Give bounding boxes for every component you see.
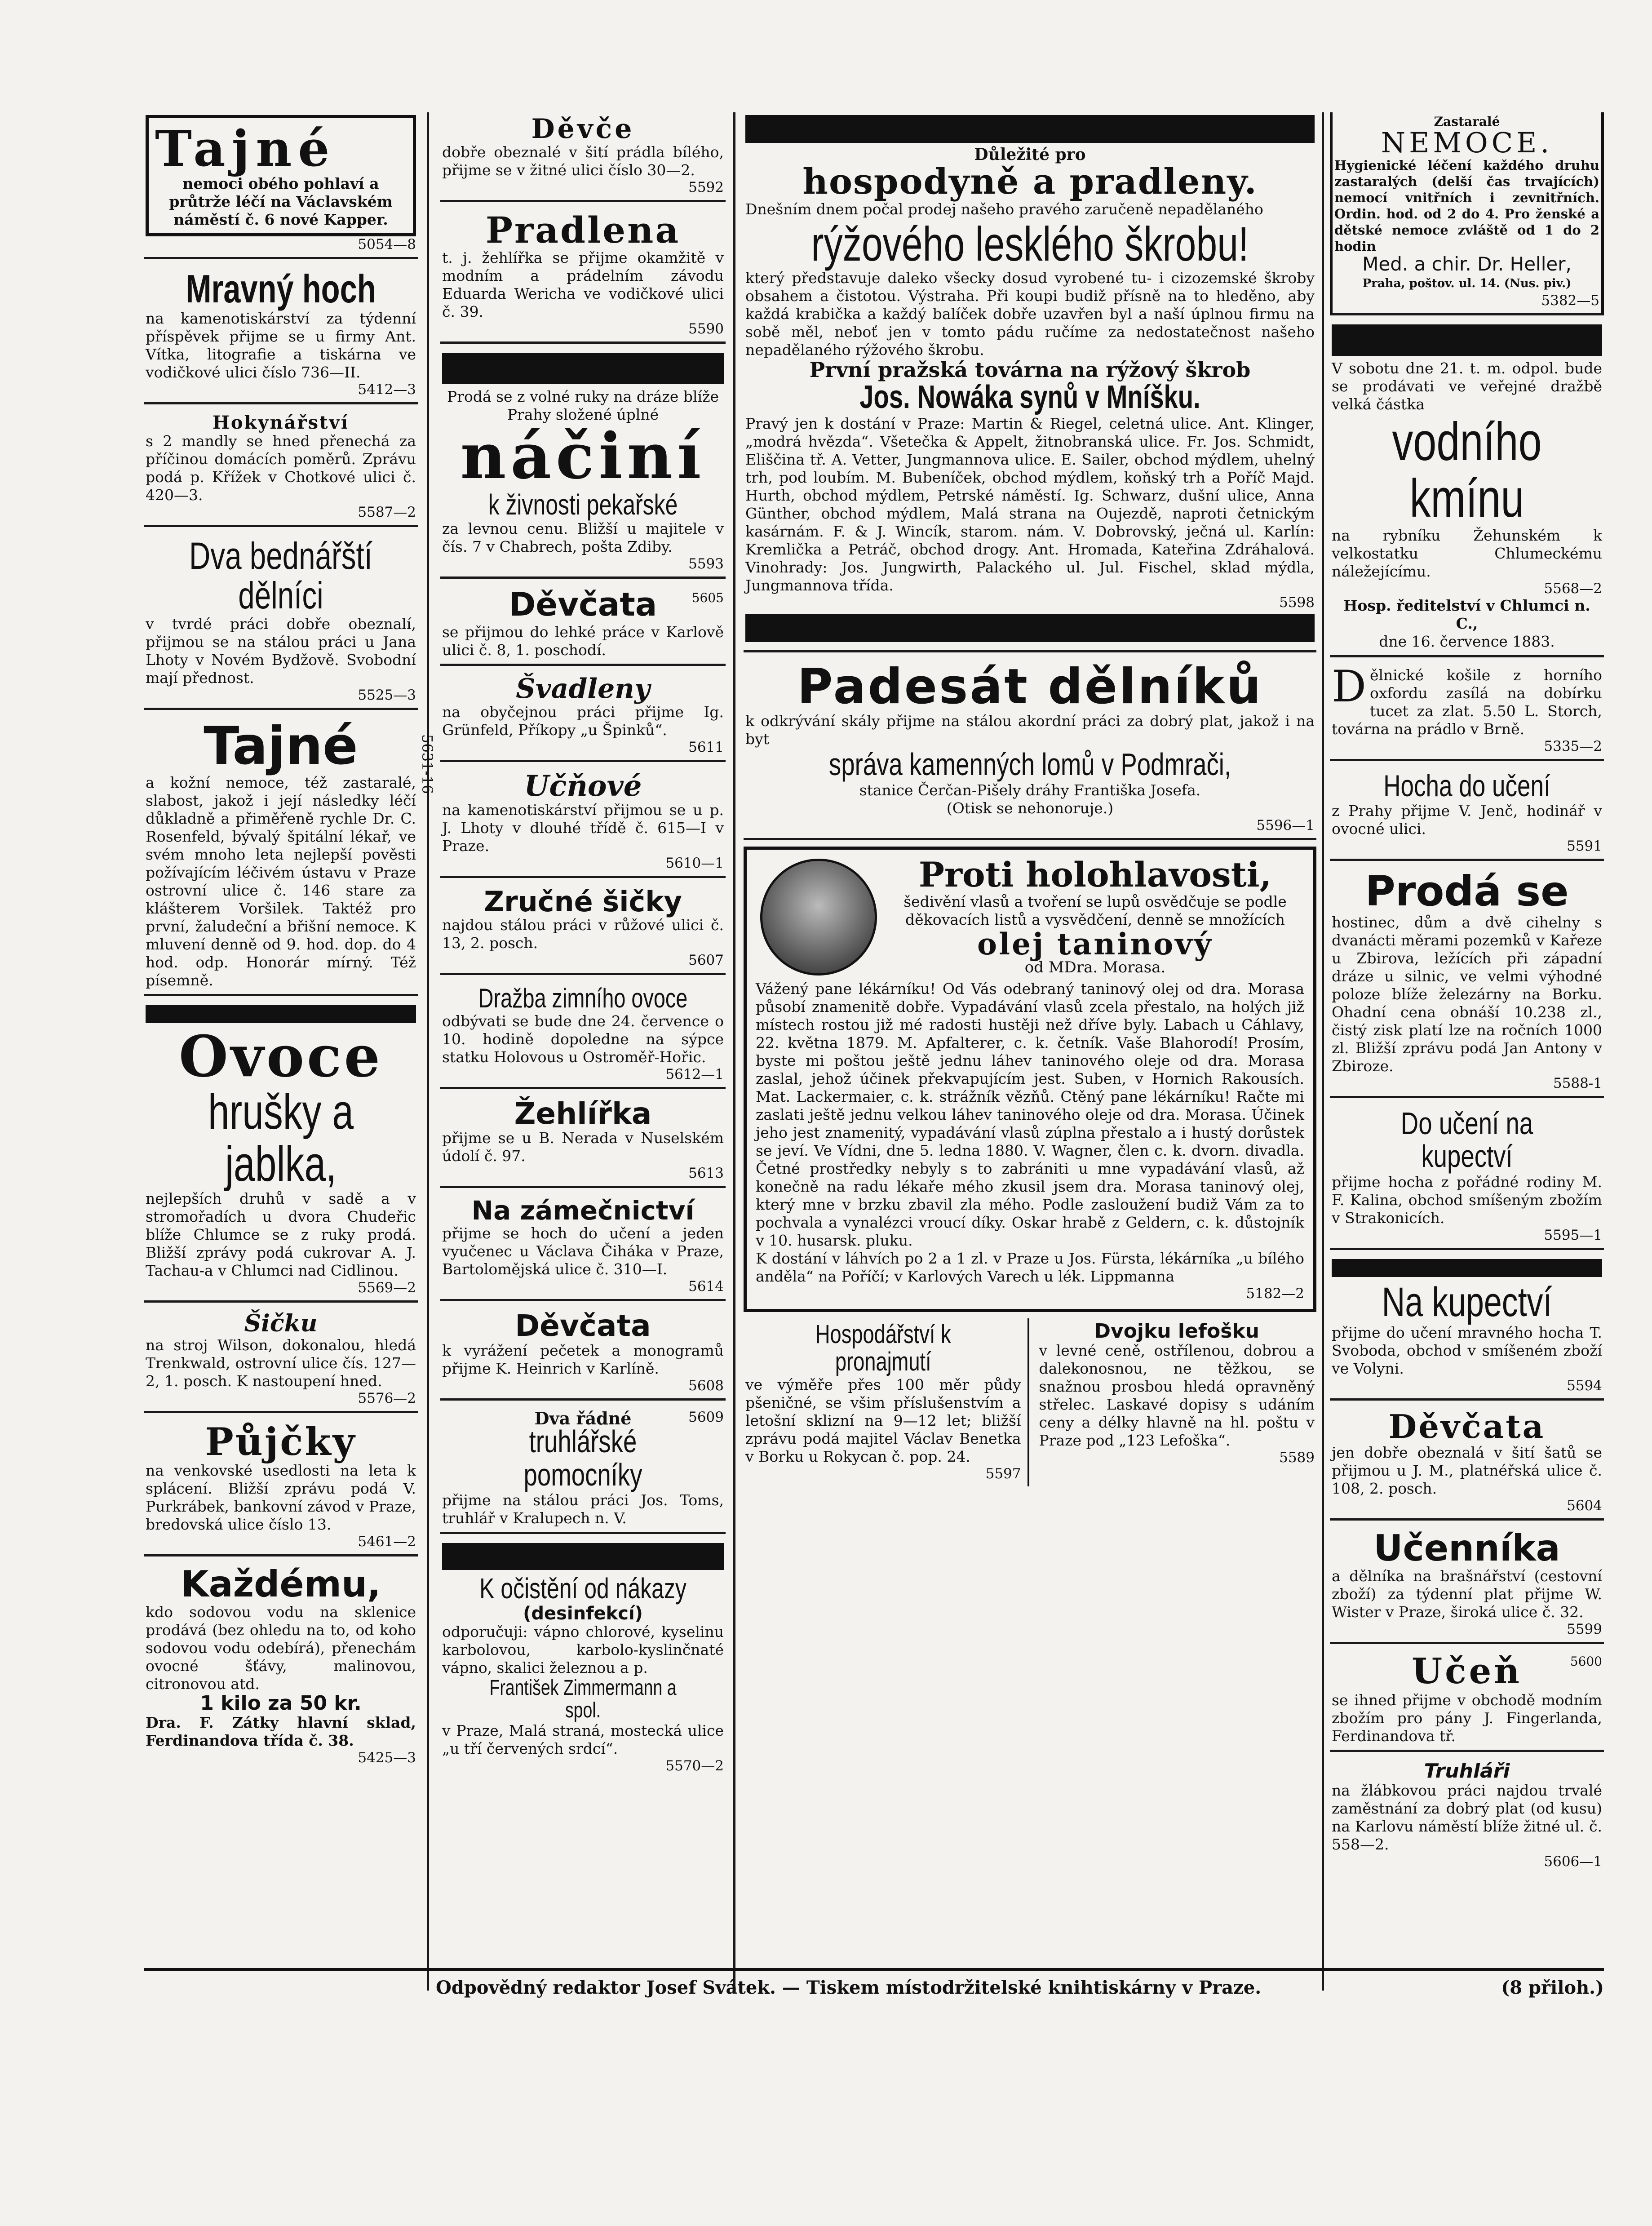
ad-mravny-hoch <box>144 266 418 404</box>
ad-title: truhlářské pomocníky <box>523 1424 642 1492</box>
ad-body: jen dobře obeznalá v šití šatů se přijmou u J. M., platnéřská ulice č. 108, 2. posch. <box>1332 1443 1602 1497</box>
ad-number: 5569—2 <box>358 1280 416 1296</box>
ad-body: s 2 mandly se hned přenechá za příčinou domácích poměrů. Zprávu podá p. Křížek v Chotkové ulici č. 420—3. <box>146 432 416 504</box>
ad-number: 5589 <box>1279 1450 1315 1466</box>
ad-number: 5606—1 <box>1544 1853 1602 1870</box>
ad-dvojku-lefosku <box>1037 1318 1317 1486</box>
ad-na-kupectvi <box>1330 1256 1604 1401</box>
ad-body-2: Pravý jen k dostání v Praze: Martin & Riegel, celetná ulice. Ant. Klinger, „modrá hvězda“. Všetečka & Appelt, žitnobranská ulice. Fr. Jos. Schmidt, Eliščina tř. A. Vetter, Jungmannova ulice. E. Sailer, obchod mýdlem, uhelný trh, pod loubím. M. Bubeníček, obchod mýdlem, koňský trh a Poříč Majd. Hurth, obchod mýdlem, Petrské náměstí. Ig. Schwarz, dušní ulice, Anna Günther, obchod mýdlem, Malá strana na Oujezdě, naproti četnickým kasárnám. F. & J. Wincík, starom. nám. V. Dobrovský, ječná ul. Karlín: Kremlička a Petráč, obchod drogy. Ant. Hromada, Kateřina Zdráhalová. Vinohrady: Jos. Jungwirth, Palackého ul. Jul. Fischel, sklad mýdla, Jungmannova třída. <box>745 414 1315 594</box>
ad-number: 5461—2 <box>358 1534 416 1550</box>
decorative-bar <box>442 1543 724 1570</box>
ad-body: dobře obeznalé v šití prádla bílého, přijme se v žitné ulici číslo 30—2. <box>442 143 724 179</box>
ad-body: na kamenotiskárství za týdenní příspěvek přijme se u firmy Ant. Vítka, litografie a tiskárna ve vodičkové ulici číslo 736—II. <box>146 309 416 381</box>
ad-title: Hokynářství <box>213 412 349 433</box>
column-2 <box>440 112 726 2168</box>
ad-number: 5597 <box>985 1465 1021 1482</box>
ad-body: na kamenotiskárství přijmou se u p. J. Lhoty v dlouhé třídě č. 615—I v Praze. <box>442 801 724 855</box>
ad-title: Tajné <box>155 120 336 177</box>
ad-title: hospodyně a pradleny. <box>802 161 1258 202</box>
drop-cap: D <box>1332 661 1366 712</box>
ad-title: Každému, <box>181 1563 381 1605</box>
ad-title: Pradlena <box>485 209 681 251</box>
ad-svadleny <box>440 672 726 762</box>
ad-uceni-kupectvi <box>1330 1104 1604 1250</box>
ad-hospodyne <box>744 112 1316 652</box>
ad-number: 5598 <box>1279 594 1315 611</box>
ad-proda-se <box>1330 867 1604 1098</box>
ad-title: Dva bednářští dělníci <box>189 534 372 617</box>
ad-title: vodního kmínu <box>1392 411 1542 528</box>
column-4 <box>1330 112 1604 2168</box>
ad-zamecnictvi <box>440 1194 726 1301</box>
ad-product: olej taninový <box>977 926 1213 962</box>
ad-delnicke-kosile <box>1330 661 1604 761</box>
ad-ovoce <box>144 1002 418 1303</box>
ad-body: se ihned přijme v obchodě modním zbožím pro pány J. Fingerlanda, Ferdinandova tř. <box>1332 1691 1602 1745</box>
ad-devcata-karlova <box>440 585 726 666</box>
ad-body: odporučuji: vápno chlorové, kyselinu karbolovou, karbolo-kyslinčnaté vápno, skalici železnou a p. <box>442 1623 724 1676</box>
ad-body: se přijmou do lehké práce v Karlově ulici č. 8, 1. poschodí. <box>442 623 724 659</box>
ad-body: přijme se u B. Nerada v Nuselském údolí č. 97. <box>442 1129 724 1165</box>
ad-number: 5425—3 <box>358 1750 416 1766</box>
ad-body: přijme hocha z pořádné rodiny M. F. Kalina, obchod smíšeným zbožím v Strakonicích. <box>1332 1173 1602 1227</box>
ad-body: ělnické košile z horního oxfordu zasílá na dobírku tucet za zlat. 5.50 L. Storch, továrna na prádlo v Brně. <box>1332 666 1602 738</box>
ad-number: 5604 <box>1567 1497 1602 1514</box>
ad-signature: Hosp. ředitelství v Chlumci n. C., <box>1343 596 1590 632</box>
ad-title: Dražba zimního ovoce <box>478 983 688 1014</box>
ad-number: 5605 <box>691 590 724 605</box>
ad-nacini <box>440 350 726 579</box>
ad-intro: V sobotu dne 21. t. m. odpol. bude se prodávati ve veřejné dražbě velká částka <box>1332 359 1602 413</box>
ad-title: Padesát dělníků <box>797 658 1263 715</box>
ad-number: 5599 <box>1567 1621 1602 1637</box>
ad-devce <box>440 112 726 202</box>
ad-body: na žlábkovou práci najdou trvalé zaměstnání za dobrý plat (od kusu) na Karlovu náměstí blíže žitné ul. č. 558—2. <box>1332 1781 1602 1853</box>
ad-title: Proti holohlavosti, <box>918 854 1272 895</box>
ad-body: v levné ceně, ostřílenou, dobrou a dalekonosnou, ne těžkou, se snažnou prosbou hledá opravněný střelec. Laskavé dopisy s udáním ceny a délky hlavně na hl. poštu v Praze pod „123 Lefoška“. <box>1039 1342 1315 1450</box>
ad-title: Učňové <box>524 769 642 803</box>
ad-title: Prodá se <box>1365 867 1569 915</box>
bottom-row <box>744 1318 1316 1493</box>
ad-note: (Otisk se nehonoruje.) <box>946 799 1114 817</box>
ad-ucnove <box>440 768 726 878</box>
ad-hokynarstvi <box>144 411 418 527</box>
column-rule <box>1322 112 1324 1991</box>
column-rule <box>427 112 429 1991</box>
ad-number: 5596—1 <box>1256 817 1315 834</box>
ad-truhlarske-pomocniky <box>440 1407 726 1534</box>
ad-body: a kožní nemoce, též zastaralé, slabost, jakož i její následky léčí důkladně a přiměřeně rychle Dr. C. Rosenfeld, bývalý špitální lékař, ve svém mnoho leta nejlepší pověsti požívajícím léčivém ústavu v Praze ostrovní ulice č. 146 stare za klášterem Voršilek. Taktéž pro první, žaludeční a břišní nemoce. K mluvení denně od 9. hod. dop. do 4 hod. odp. Honorár mírný. Též písemně. <box>146 774 416 989</box>
ad-body-2: v Praze, Malá straná, mostecká ulice „u tří červených srdcí“. <box>442 1722 724 1758</box>
ad-title: Žehlířka <box>514 1096 652 1131</box>
ad-title: náčiní <box>460 420 706 493</box>
ad-title: Zručné šičky <box>484 885 682 918</box>
ad-intro: Dnešním dnem počal prodej našeho pravého zaručeně nepadělaného <box>745 200 1263 218</box>
ad-devcata <box>1330 1407 1604 1521</box>
ad-number: 5591 <box>1567 838 1602 854</box>
ad-body: přijme do učení mravného hocha T. Svoboda, obchod v smíšeném zboží ve Volyni. <box>1332 1324 1602 1378</box>
ad-title: Půjčky <box>205 1419 357 1464</box>
ad-number: 5335—2 <box>1544 738 1602 754</box>
ad-intro: šedivění vlasů a tvoření se lupů osvědčuje se podle děkovacích listů a vysvědčení, denně se množících <box>904 892 1287 928</box>
ad-proti-holohlavosti <box>744 847 1316 1312</box>
ad-firm: František Zimmermann a spol. <box>489 1676 677 1723</box>
decorative-bar <box>745 614 1315 642</box>
ad-title: Truhláři <box>1424 1759 1510 1783</box>
ad-doctor: od MDra. Morasa. <box>1024 958 1166 976</box>
ad-body: přijme se hoch do učení a jeden vyučenec u Václava Čiháka v Praze, Bartolomějská ulice č. 310—I. <box>442 1224 724 1278</box>
ad-intro: Prodá se z volné ruky na dráze blíže Prahy složené úplné <box>447 388 719 423</box>
ad-body: k vyrážení pečetek a monogramů přijme K. Heinrich v Karlíně. <box>442 1341 724 1377</box>
ad-hospodarstvi <box>744 1318 1029 1486</box>
ad-title: Učeň <box>1412 1650 1522 1692</box>
ad-subtitle: (desinfekcí) <box>523 1603 643 1624</box>
ad-number: 5612—1 <box>665 1066 724 1083</box>
ad-body: najdou stálou práci v růžové ulici č. 13, 2. posch. <box>442 916 724 952</box>
ad-number: 5613 <box>688 1165 724 1182</box>
ad-body: přijme na stálou práci Jos. Toms, truhlář v Kralupech n. V. <box>442 1491 724 1527</box>
ad-title: Hospodářství k pronajmutí <box>815 1319 951 1376</box>
ad-zrucne-sicky <box>440 884 726 975</box>
ad-lead: Dva řádné <box>534 1408 632 1428</box>
ad-body: v tvrdé práci dobře obeznalí, přijmou se na stálou práci u Jana Lhoty v Novém Bydžově. Svobodní mají přednost. <box>146 615 416 687</box>
ad-title: Mravný hoch <box>186 266 376 311</box>
ad-title: Tajné <box>204 716 358 777</box>
ad-body: který představuje daleko všecky dosud vyrobené tu- i cizozemské škroby obsahem a čistotou. Výstraha. Při koupi budiž přísně na to hleděno, aby každá krabička a každý balíček dobře uzavřen byl a naší úplnou firmu na sobě měl, neboť jen v tomto pádu ručíme za nedostatečnost našeho nepadělaného rýžového škrobu. <box>745 269 1315 359</box>
column-rule <box>733 112 735 1991</box>
ad-hocha-do-uceni <box>1330 767 1604 861</box>
ad-doctor: Med. a chir. Dr. Heller, <box>1362 253 1572 275</box>
ad-subtitle: hrušky a jablka, <box>208 1084 354 1192</box>
ad-body: t. j. žehlířka se přijme okamžitě v modním a prádelním závodu Eduarda Wericha ve vodičkové ulici č. 39. <box>442 249 724 320</box>
ad-pujcky <box>144 1419 418 1556</box>
ad-number: 5609 <box>688 1409 724 1426</box>
ad-body-2: stanice Čerčan-Pišely dráhy Františka Josefa. <box>859 781 1201 799</box>
ad-number: 5568—2 <box>1544 580 1602 597</box>
ad-drazba <box>440 981 726 1089</box>
ad-truhlari <box>1330 1758 1604 1874</box>
ad-body-2: Dra. F. Zátky hlavní sklad, Ferdinandova třída č. 38. <box>146 1714 416 1750</box>
imprint: Odpovědný redaktor Josef Svátek. — Tiskem místodržitelské knihtiskárny v Praze. <box>436 1977 1262 1998</box>
decorative-bar <box>442 353 724 384</box>
ad-number: 5570—2 <box>665 1758 724 1774</box>
ad-number: 5592 <box>688 179 724 195</box>
column-1 <box>144 112 436 2168</box>
ad-number: 5611 <box>688 739 724 755</box>
ad-kazdemu <box>144 1563 418 1770</box>
ad-padesat-delniku <box>744 659 1316 840</box>
ad-title: Na zámečnictví <box>471 1195 695 1226</box>
ad-number: 5054—8 <box>358 236 416 253</box>
ad-devcata-heinrich <box>440 1308 726 1400</box>
ad-number: 5412—3 <box>358 381 416 398</box>
ad-ucen <box>1330 1650 1604 1752</box>
ad-date: dne 16. července 1883. <box>1379 632 1555 650</box>
ad-number: 5525—3 <box>358 687 416 704</box>
ad-title: Do učení na kupectví <box>1400 1105 1533 1174</box>
ad-body: z Prahy přijme V. Jenč, hodinář v ovocné ulici. <box>1332 802 1602 838</box>
ad-body: na obyčejnou práci přijme Ig. Grünfeld, Příkopy „u Špinků“. <box>442 703 724 739</box>
ad-tajne-kapper <box>144 112 418 259</box>
ad-number: 5590 <box>688 321 724 337</box>
ad-vodniho-kminu <box>1330 322 1604 657</box>
ad-sicku <box>144 1309 418 1413</box>
ad-number: 5588-1 <box>1553 1075 1602 1091</box>
side-number: 5631-16 <box>419 734 436 794</box>
ad-title: Na kupectví <box>1382 1279 1552 1325</box>
decorative-bar <box>745 115 1315 143</box>
ad-ocisteni <box>440 1540 726 1778</box>
ad-zehlirka <box>440 1095 726 1188</box>
ad-body: odbývati se bude dne 24. července o 10. hodině dopoledne na sýpce statku Holovous u Ostroměř-Hořic. <box>442 1012 724 1066</box>
ad-body-2: K dostání v láhvích po 2 a 1 zl. v Praze u Jos. Fürsta, lékárníka „u bílého anděla“ na Poříčí; v Karlových Varech u lék. Lippmanna <box>756 1249 1304 1285</box>
ad-box <box>146 115 416 236</box>
ad-title: Děvčata <box>509 585 657 624</box>
ad-product: rýžového lesklého škrobu! <box>811 216 1249 271</box>
ad-body: na stroj Wilson, dokonalou, hledá Trenkwald, ostrovní ulice čís. 127—2, 1. posch. K nastoupení hned. <box>146 1336 416 1390</box>
ad-number: 5614 <box>688 1278 724 1295</box>
ad-tajne-rosenfeld <box>144 716 436 996</box>
ad-firm-line-2: Jos. Nowáka synů v Mníšku. <box>859 379 1200 416</box>
ad-body: na rybníku Žehunském k velkostatku Chlumeckému náležejícímu. <box>1332 526 1602 580</box>
ad-body: k odkrývání skály přijme na stálou akordní práci za dobrý plat, jakož i na byt <box>745 712 1315 748</box>
decorative-bar <box>1332 1259 1602 1277</box>
ad-number: 5382—5 <box>1541 292 1599 309</box>
ad-number: 5595—1 <box>1544 1227 1602 1243</box>
ad-ucennika <box>1330 1527 1604 1644</box>
ad-number: 5610—1 <box>665 855 724 871</box>
ad-number: 5608 <box>688 1377 724 1394</box>
ad-title: K očistění od nákazy <box>479 1572 686 1605</box>
ad-price: 1 kilo za 50 kr. <box>200 1692 362 1715</box>
ad-firm-line-1: První pražská továrna na rýžový škrob <box>809 358 1251 382</box>
decorative-bar <box>1332 324 1602 356</box>
ad-number: 5607 <box>688 952 724 969</box>
ad-title: Učenníka <box>1373 1527 1560 1569</box>
supplements-note: (8 přiloh.) <box>1501 1977 1604 1998</box>
ad-subtitle: k živnosti pekařské <box>488 488 678 521</box>
ad-title: Děvče <box>531 113 635 145</box>
page-footer <box>144 1968 1604 1998</box>
ad-number: 5594 <box>1567 1378 1602 1394</box>
ad-address: Praha, poštov. ul. 14. (Nus. piv.) <box>1362 276 1572 290</box>
ad-number: 5576—2 <box>358 1390 416 1406</box>
ad-firm: správa kamenných lomů v Podmrači, <box>828 747 1231 782</box>
ad-zastarale-nemoce <box>1330 112 1604 315</box>
ad-body: Vážený pane lékárníku! Od Vás odebraný taninový olej od dra. Morasa působí znamenitě dobře. Vypadávání vlasů zcela přestalo, na holých již místech rostou již mé radosti hustěji než dříve byly. Labach u Cáhlavy, 22. května 1879. M. Apfalterer, c. k. četník. Vaše Blahorodí! Prosím, byste mi poštou ještě jednu láhev taninového oleje od dra. Morasa zaslal, jehož účinek překvapujícím jest. Suben, v Hornich Rakousích. Mat. Lackermaier, c. k. strážník vězňů. Ctěný pane lékárníku! Račte mi zaslati ještě jednu velkou láhev taninového oleje od dra. Morasa. Účinek jeho jest znamenitý, vypadávání vlasů zúplna přestalo a i hustý dorůstek se jeví. Ve Vídni, dne 5. ledna 1880. V. Wagner, člen c. k. dvorn. divadla. Četné prostředky nebyly s to zabrániti u mne vypadávání vlasů, až konečně na radu lékaře mého zkusil jsem dra. Morasa taninový olej, který mne v brzku zbavil zla mého. Podle zasloužení budiž Vám za to pochvala a vynalézci vroucí díky. Oskar hrabě z Geldern, c. k. důstojník v 10. husarsk. pluku. <box>756 980 1304 1249</box>
ad-body: Hygienické léčení každého druhu zastaralých (delší čas trvajících) nemocí vnitřních i zevnitřních. Ordin. hod. od 2 do 4. Pro ženské a dětské nemoce zvláště od 1 do 2 hodin <box>1334 158 1599 254</box>
ad-body: ve výměře přes 100 měr půdy pšeničné, se všim příslušenstvím a letošní sklizní na 9—12 let; bližší zprávu podá majitel Václav Benetka v Borku u Rokycan č. pop. 24. <box>745 1375 1021 1465</box>
ad-body: hostinec, dům a dvě cihelny s dvanácti měrami pozemků v Kařeze u Zbirova, ležících při západní dráze u silnic, ve velmi výhodné poloze blíže železárny na Borku. Ohadní cena obnáší 10.238 zl., čistý zisk platí lze na ročních 1000 zl. Bližší zprávu podá Jan Antony v Zbiroze. <box>1332 913 1602 1075</box>
ad-title: NEMOCE. <box>1381 126 1553 160</box>
ad-number: 5593 <box>688 556 724 572</box>
ad-pradlena <box>440 208 726 344</box>
ad-title: Hocha do učení <box>1383 768 1550 803</box>
ad-title: Šičku <box>244 1310 318 1338</box>
ad-pretitle: Zastaralé <box>1434 114 1500 129</box>
ad-title: Dvojku lefošku <box>1094 1319 1259 1343</box>
ad-bednarsti-delnici <box>144 533 418 710</box>
ad-body: na venkovské usedlosti na leta k splácení. Bližší zprávu podá V. Purkrábek, bankovní závod v Praze, bredovská ulice číslo 13. <box>146 1462 416 1534</box>
ad-body: kdo sodovou vodu na sklenice prodává (bez ohledu na to, od koho sodovou vodu odebírá), přenechám ovocné šťávy, malinovou, citronovou atd. <box>146 1603 416 1693</box>
ad-pretitle: Důležité pro <box>974 145 1086 164</box>
ad-body: a dělníka na brašnářství (cestovní zboží) za týdenní plat přijme W. Wister v Praze, široká ulice č. 32. <box>1332 1567 1602 1621</box>
ad-title: Děvčata <box>515 1308 651 1344</box>
ad-title: Děvčata <box>1388 1407 1546 1446</box>
decorative-bar <box>146 1005 416 1023</box>
portrait-illustration <box>760 859 877 976</box>
ad-body: za levnou cenu. Bližší u majitele v čís. 7 v Chabrech, pošta Zdiby. <box>442 520 724 556</box>
ad-number: 5600 <box>1570 1654 1602 1669</box>
column-3 <box>744 112 1316 2168</box>
ad-body: nejlepších druhů v sadě a v stromořadích u dvora Chudeřic blíže Chlumce se z ruky prodá. Bližší zprávy podá cukrovar A. J. Tachau-a v Chlumci nad Cidlinou. <box>146 1190 416 1280</box>
ad-title: Švadleny <box>516 673 650 705</box>
ad-title: Ovoce <box>179 1023 383 1090</box>
ad-body: nemoci obého pohlaví a průtrže léčí na Václavském náměstí č. 6 nové Kapper. <box>169 174 393 228</box>
ad-number: 5182—2 <box>1246 1285 1304 1302</box>
ad-number: 5587—2 <box>358 504 416 520</box>
